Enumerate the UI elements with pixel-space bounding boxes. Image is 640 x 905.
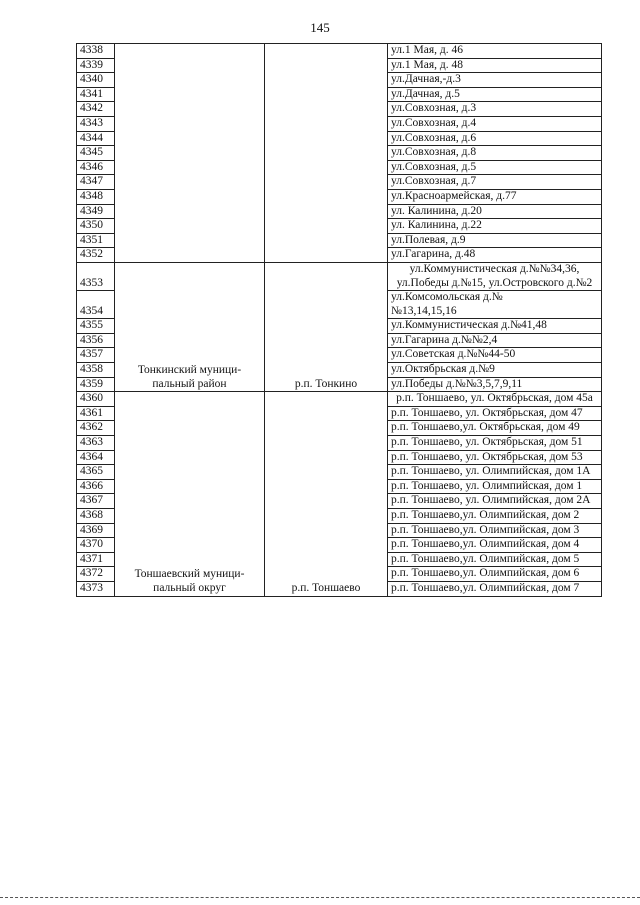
address-cell: ул.Гагарина д.№№2,4 <box>388 333 602 348</box>
address-cell: р.п. Тоншаево,ул. Олимпийская, дом 4 <box>388 538 602 553</box>
address-cell: ул.Совхозная, д.8 <box>388 146 602 161</box>
address-cell: р.п. Тоншаево,ул. Октябрьская, дом 49 <box>388 421 602 436</box>
address-cell: ул. Калинина, д.22 <box>388 219 602 234</box>
address-cell: ул.Полевая, д.9 <box>388 233 602 248</box>
address-cell: ул.Красноармейская, д.77 <box>388 189 602 204</box>
row-number: 4369 <box>77 523 115 538</box>
row-number: 4357 <box>77 348 115 363</box>
row-number: 4342 <box>77 102 115 117</box>
row-number: 4359 <box>77 377 115 392</box>
row-number: 4355 <box>77 319 115 334</box>
table-row <box>77 392 602 407</box>
row-number: 4362 <box>77 421 115 436</box>
address-cell: ул.Октябрьская д.№9 <box>388 363 602 378</box>
address-cell: р.п. Тоншаево,ул. Олимпийская, дом 5 <box>388 552 602 567</box>
address-table <box>76 43 602 597</box>
address-cell: ул.Совхозная, д.5 <box>388 160 602 175</box>
row-number: 4346 <box>77 160 115 175</box>
row-number: 4370 <box>77 538 115 553</box>
settlement-cell <box>265 44 388 263</box>
row-number: 4365 <box>77 465 115 480</box>
row-number: 4372 <box>77 567 115 582</box>
district-cell <box>115 44 265 263</box>
address-cell: р.п. Тоншаево,ул. Олимпийская, дом 3 <box>388 523 602 538</box>
row-number: 4373 <box>77 581 115 596</box>
row-number: 4349 <box>77 204 115 219</box>
row-number: 4371 <box>77 552 115 567</box>
row-number: 4340 <box>77 73 115 88</box>
address-cell: р.п. Тоншаево, ул. Олимпийская, дом 2А <box>388 494 602 509</box>
row-number: 4366 <box>77 479 115 494</box>
address-cell: р.п. Тоншаево, ул. Олимпийская, дом 1 <box>388 479 602 494</box>
row-number: 4350 <box>77 219 115 234</box>
address-cell: р.п. Тоншаево,ул. Олимпийская, дом 7 <box>388 581 602 596</box>
address-cell: р.п. Тоншаево, ул. Октябрьская, дом 51 <box>388 436 602 451</box>
address-cell: р.п. Тоншаево,ул. Олимпийская, дом 6 <box>388 567 602 582</box>
row-number: 4360 <box>77 392 115 407</box>
row-number: 4343 <box>77 116 115 131</box>
row-number: 4364 <box>77 450 115 465</box>
address-cell: р.п. Тоншаево, ул. Октябрьская, дом 47 <box>388 406 602 421</box>
address-cell: ул.Коммунистическая д.№41,48 <box>388 319 602 334</box>
address-cell: ул.Совхозная, д.4 <box>388 116 602 131</box>
district-cell: Тоншаевский муници-пальный округ <box>115 392 265 596</box>
page-bottom-rule <box>0 897 640 898</box>
table-row <box>77 44 602 59</box>
address-cell: ул. Калинина, д.20 <box>388 204 602 219</box>
settlement-cell: р.п. Тонкино <box>265 262 388 391</box>
address-cell: ул.Комсомольская д.№№13,14,15,16 <box>388 291 602 319</box>
address-cell: ул.Коммунистическая д.№№34,36, ул.Победы д.№15, ул.Островского д.№2 <box>388 262 602 290</box>
row-number: 4341 <box>77 87 115 102</box>
page-number: 145 <box>310 20 330 35</box>
address-cell: ул.Совхозная, д.3 <box>388 102 602 117</box>
address-cell: ул.Гагарина, д.48 <box>388 248 602 263</box>
row-number: 4368 <box>77 509 115 524</box>
table-row <box>77 262 602 290</box>
row-number: 4354 <box>77 291 115 319</box>
address-cell: ул.Дачная, д.5 <box>388 87 602 102</box>
address-cell: ул.Дачная,-д.3 <box>388 73 602 88</box>
row-number: 4351 <box>77 233 115 248</box>
address-cell: ул.Победы д.№№3,5,7,9,11 <box>388 377 602 392</box>
row-number: 4353 <box>77 262 115 290</box>
row-number: 4339 <box>77 58 115 73</box>
address-cell: ул.Совхозная, д.7 <box>388 175 602 190</box>
settlement-cell: р.п. Тоншаево <box>265 392 388 596</box>
row-number: 4347 <box>77 175 115 190</box>
row-number: 4345 <box>77 146 115 161</box>
row-number: 4356 <box>77 333 115 348</box>
row-number: 4361 <box>77 406 115 421</box>
address-cell: р.п. Тоншаево, ул. Олимпийская, дом 1А <box>388 465 602 480</box>
row-number: 4352 <box>77 248 115 263</box>
row-number: 4344 <box>77 131 115 146</box>
address-cell: р.п. Тоншаево,ул. Олимпийская, дом 2 <box>388 509 602 524</box>
district-cell: Тонкинский муници-пальный район <box>115 262 265 391</box>
address-cell: ул.1 Мая, д. 46 <box>388 44 602 59</box>
row-number: 4358 <box>77 363 115 378</box>
row-number: 4363 <box>77 436 115 451</box>
row-number: 4367 <box>77 494 115 509</box>
address-cell: ул.Совхозная, д.6 <box>388 131 602 146</box>
address-cell: ул.Советская д.№№44-50 <box>388 348 602 363</box>
row-number: 4338 <box>77 44 115 59</box>
address-cell: р.п. Тоншаево, ул. Октябрьская, дом 45а <box>388 392 602 407</box>
address-cell: ул.1 Мая, д. 48 <box>388 58 602 73</box>
row-number: 4348 <box>77 189 115 204</box>
address-cell: р.п. Тоншаево, ул. Октябрьская, дом 53 <box>388 450 602 465</box>
